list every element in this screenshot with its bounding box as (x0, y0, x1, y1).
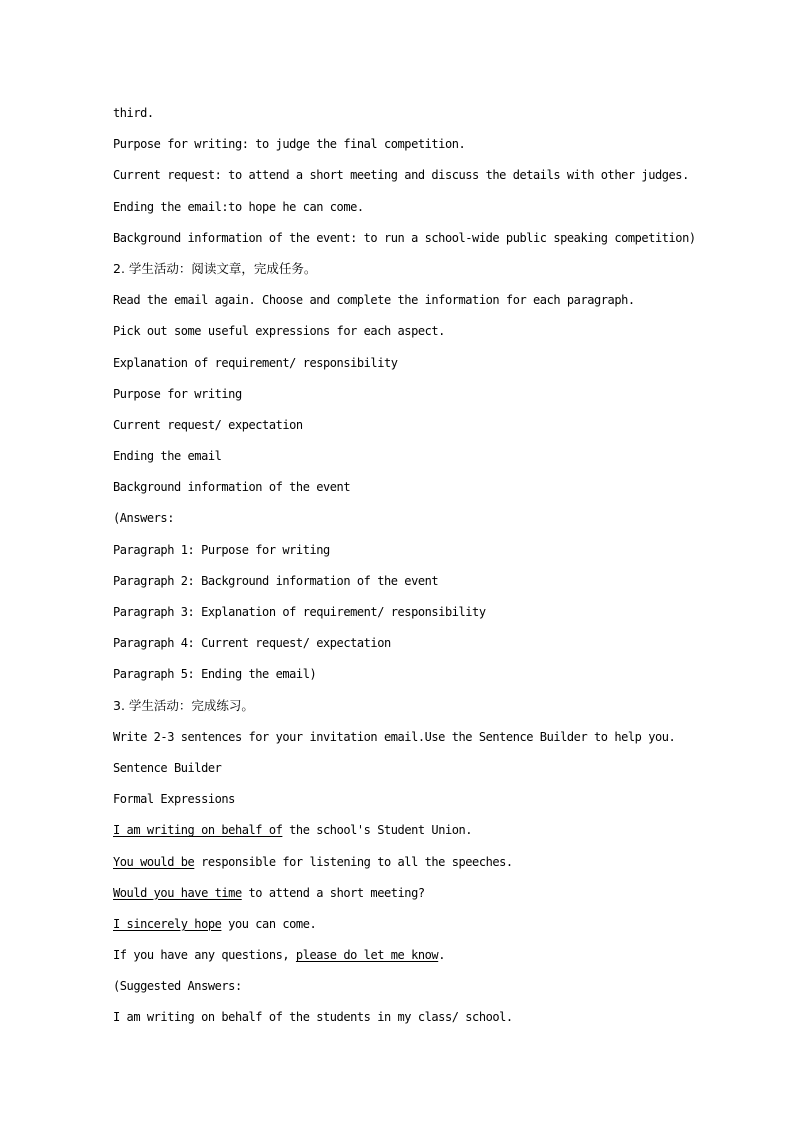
option-item: Current request/ expectation (113, 417, 303, 432)
answers-label: (Answers: (113, 511, 174, 526)
expression-post: responsible for listening to all the speeches. (194, 854, 513, 869)
option-item: Ending the email (113, 449, 222, 464)
section-heading: 3. 学生活动：完成练习。 (113, 697, 254, 713)
option-item: Purpose for writing (113, 386, 242, 401)
section-heading: 2. 学生活动：阅读文章，完成任务。 (113, 260, 317, 276)
expression-post: . (438, 948, 445, 963)
option-item: Background information of the event (113, 480, 351, 495)
expression-line (113, 883, 753, 914)
text-line: third. (113, 106, 154, 120)
formal-title: Formal Expressions (113, 792, 235, 807)
expression-pre: If you have any questions, (113, 948, 296, 963)
instruction-line: Write 2-3 sentences for your invitation email.Use the Sentence Builder to help you. (113, 729, 676, 744)
answer-item: Paragraph 1: Purpose for writing (113, 542, 330, 557)
suggested-answer: I am writing on behalf of the students in my class/ school. (113, 1010, 513, 1025)
expression-line (113, 914, 753, 945)
suggested-label: (Suggested Answers: (113, 979, 242, 994)
answer-item: Paragraph 2: Background information of the event (113, 573, 439, 588)
text-line: Background information of the event: to run a school-wide public speaking competition) (113, 230, 696, 245)
option-item: Explanation of requirement/ responsibility (113, 355, 398, 370)
text-line: Ending the email:to hope he can come. (113, 199, 364, 214)
expression-underlined: I sincerely hope (113, 916, 222, 931)
builder-title: Sentence Builder (113, 760, 222, 775)
expression-underlined: please do let me know (295, 948, 439, 963)
expression-post: the school's Student Union. (282, 823, 473, 838)
text-line: Current request: to attend a short meeting and discuss the details with other judges. (113, 168, 689, 183)
instruction-line: Read the email again. Choose and complete the information for each paragraph. (113, 293, 635, 308)
document-body (113, 103, 753, 1039)
instruction-line: Pick out some useful expressions for each aspect. (113, 324, 445, 339)
expression-underlined: Would you have time (113, 885, 242, 900)
expression-post: you can come. (221, 916, 317, 931)
answer-item: Paragraph 4: Current request/ expectation (113, 636, 391, 651)
expression-line (113, 820, 753, 851)
expression-underlined: I am writing on behalf of (113, 823, 283, 838)
answer-item: Paragraph 5: Ending the email) (113, 667, 317, 682)
expression-line (113, 945, 753, 976)
expression-post: to attend a short meeting? (241, 885, 425, 900)
expression-underlined: You would be (113, 854, 195, 869)
text-line: Purpose for writing: to judge the final competition. (113, 137, 466, 152)
expression-line (113, 852, 753, 883)
answer-item: Paragraph 3: Explanation of requirement/ responsibility (113, 605, 486, 619)
